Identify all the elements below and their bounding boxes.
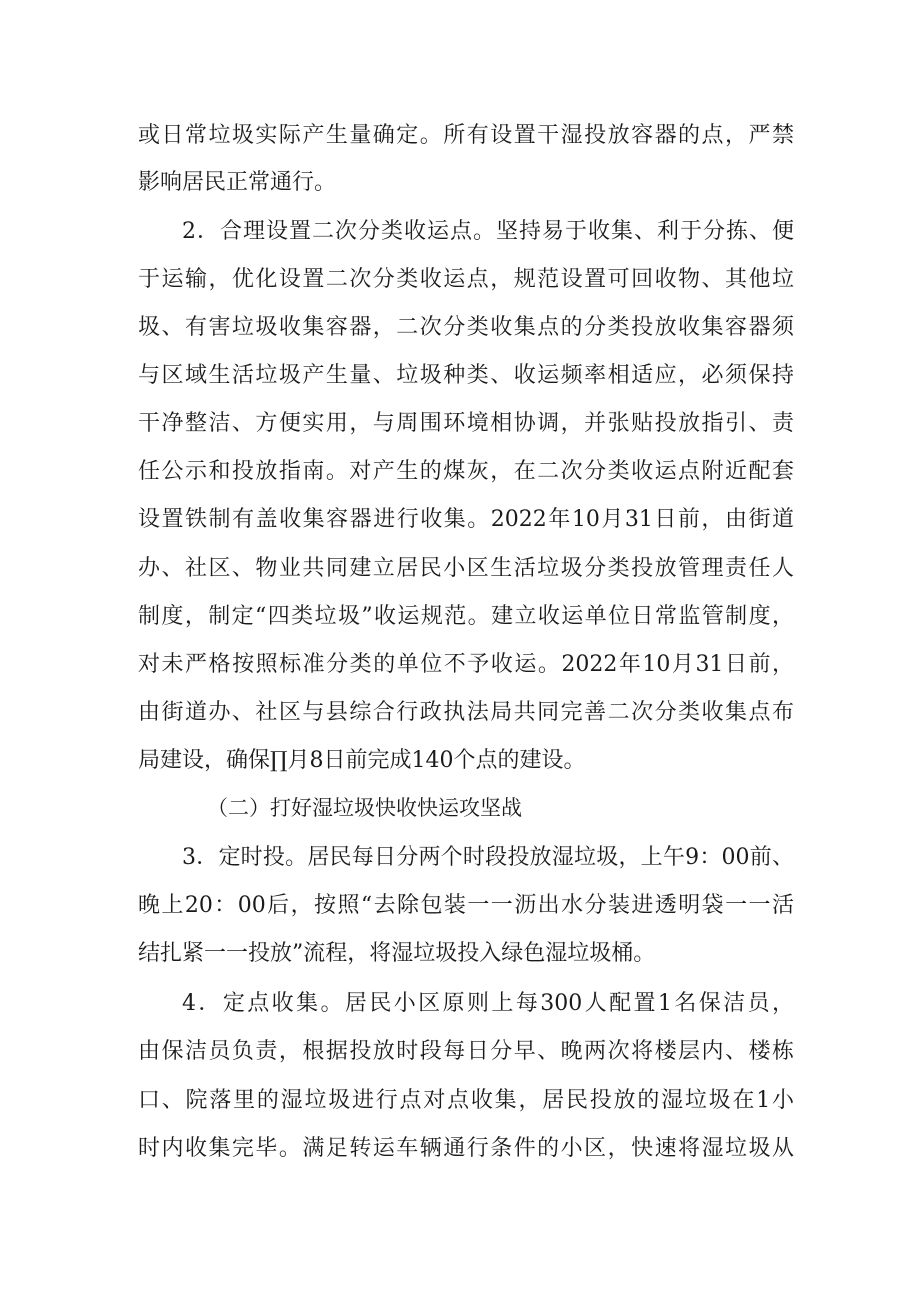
text-line: 对未严格按照标准分类的单位不予收运。2022年10月31日前， [138, 652, 794, 677]
text-line: 制度，制定“四类垃圾”收运规范。建立收运单位日常监管制度， [138, 604, 794, 629]
text-line: 与区域生活垃圾产生量、垃圾种类、收运频率相适应，必须保持 [138, 363, 794, 388]
section-heading: （二）打好湿垃圾快收快运攻坚战 [207, 796, 522, 820]
text-line: 圾、有害垃圾收集容器，二次分类收集点的分类投放收集容器须 [138, 315, 794, 340]
text-line: 任公示和投放指南。对产生的煤灰，在二次分类收运点附近配套 [138, 459, 794, 484]
text-line: 由街道办、社区与县综合行政执法局共同完善二次分类收集点布 [138, 700, 794, 725]
text-line: 影响居民正常通行。 [138, 170, 337, 195]
text-line: 设置铁制有盖收集容器进行收集。2022年10月31日前，由街道 [138, 507, 794, 532]
text-line: 口、院落里的湿垃圾进行点对点收集，居民投放的湿垃圾在1小 [138, 1088, 794, 1113]
text-line: 由保洁员负责，根据投放时段每日分早、晚两次将楼层内、楼栋 [138, 1039, 794, 1064]
text-line: 晚上20：00后，按照“去除包装一一沥出水分装进透明袋一一活 [138, 893, 794, 918]
paragraph-first-line: 2．合理设置二次分类收运点。坚持易于收集、利于分拣、便 [182, 219, 794, 244]
text-line: 或日常垃圾实际产生量确定。所有设置干湿投放容器的点，严禁 [138, 123, 794, 148]
text-line: 局建设，确保∏月8日前完成140个点的建设。 [138, 748, 586, 773]
text-line: 办、社区、物业共同建立居民小区生活垃圾分类投放管理责任人 [138, 556, 794, 581]
text-line: 干净整洁、方便实用，与周围环境相协调，并张贴投放指引、责 [138, 411, 794, 436]
paragraph-first-line: 3．定时投。居民每日分两个时段投放湿垃圾，上午9：00前、 [182, 845, 794, 870]
text-line: 于运输，优化设置二次分类收运点，规范设置可回收物、其他垃 [138, 267, 794, 292]
paragraph-first-line: 4．定点收集。居民小区原则上每300人配置1名保洁员， [182, 991, 794, 1016]
text-line: 结扎紧一一投放”流程，将湿垃圾投入绿色湿垃圾桶。 [138, 941, 656, 966]
text-line: 时内收集完毕。满足转运车辆通行条件的小区，快速将湿垃圾从 [138, 1136, 794, 1161]
